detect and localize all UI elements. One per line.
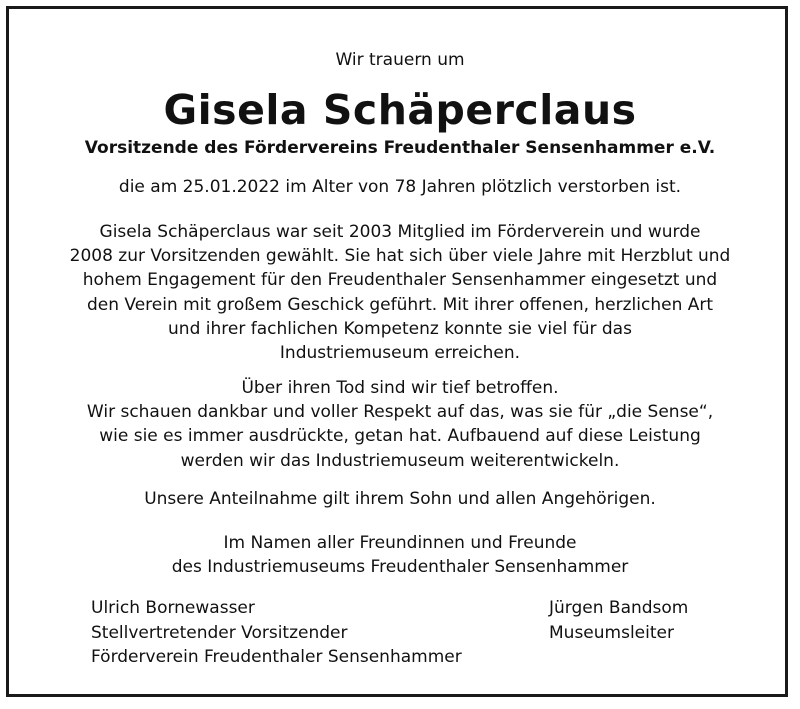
biography-line: 2008 zur Vorsitzenden gewählt. Sie hat sich über viele Jahre mit Herzblut und — [69, 246, 731, 267]
grief-line: Wir schauen dankbar und voller Respekt auf das, was sie für „die Sense“, — [86, 402, 714, 423]
intro-text: Wir trauern um — [335, 50, 465, 70]
signatory-right — [549, 596, 688, 645]
deceased-name: Gisela Schäperclaus — [163, 86, 637, 134]
on-behalf-line: Im Namen aller Freundinnen und Freunde — [223, 533, 577, 553]
biography-line: den Verein mit großem Geschick geführt. Mit ihrer offenen, herzlichen Art — [86, 294, 714, 315]
grief-line: wie sie es immer ausdrückte, getan hat. Aufbauend auf diese Leistung — [99, 426, 701, 447]
signatory-name: Jürgen Bandsom — [549, 598, 689, 618]
biography-line: und ihrer fachlichen Kompetenz konnte sie viel für das — [168, 318, 632, 339]
grief-line: Über ihren Tod sind wir tief betroffen. — [241, 378, 559, 398]
biography-paragraph — [0, 220, 800, 365]
signatory-name: Ulrich Bornewasser — [91, 598, 255, 618]
signatory-title: Stellvertretender Vorsitzender — [91, 622, 348, 643]
grief-line: werden wir das Industriemuseum weiterentwickeln. — [180, 450, 620, 471]
biography-line: hohem Engagement für den Freudenthaler Sensenhammer eingesetzt und — [82, 270, 718, 291]
signatory-title: Museumsleiter — [549, 622, 674, 643]
on-behalf-block — [0, 531, 800, 579]
deceased-role: Vorsitzende des Fördervereins Freudenthaler Sensenhammer e.V. — [84, 138, 716, 158]
condolence-text: Unsere Anteilnahme gilt ihrem Sohn und allen Angehörigen. — [144, 489, 656, 509]
biography-line: Gisela Schäperclaus war seit 2003 Mitglied im Förderverein und wurde — [99, 222, 701, 242]
signatory-organization: Förderverein Freudenthaler Sensenhammer — [91, 647, 462, 667]
grief-paragraph — [0, 376, 800, 473]
biography-line: Industriemuseum erreichen. — [279, 343, 521, 364]
signatory-left — [91, 596, 462, 670]
death-line: die am 25.01.2022 im Alter von 78 Jahren plötzlich verstorben ist. — [118, 177, 682, 197]
on-behalf-line: des Industriemuseums Freudenthaler Sensenhammer — [171, 557, 629, 578]
